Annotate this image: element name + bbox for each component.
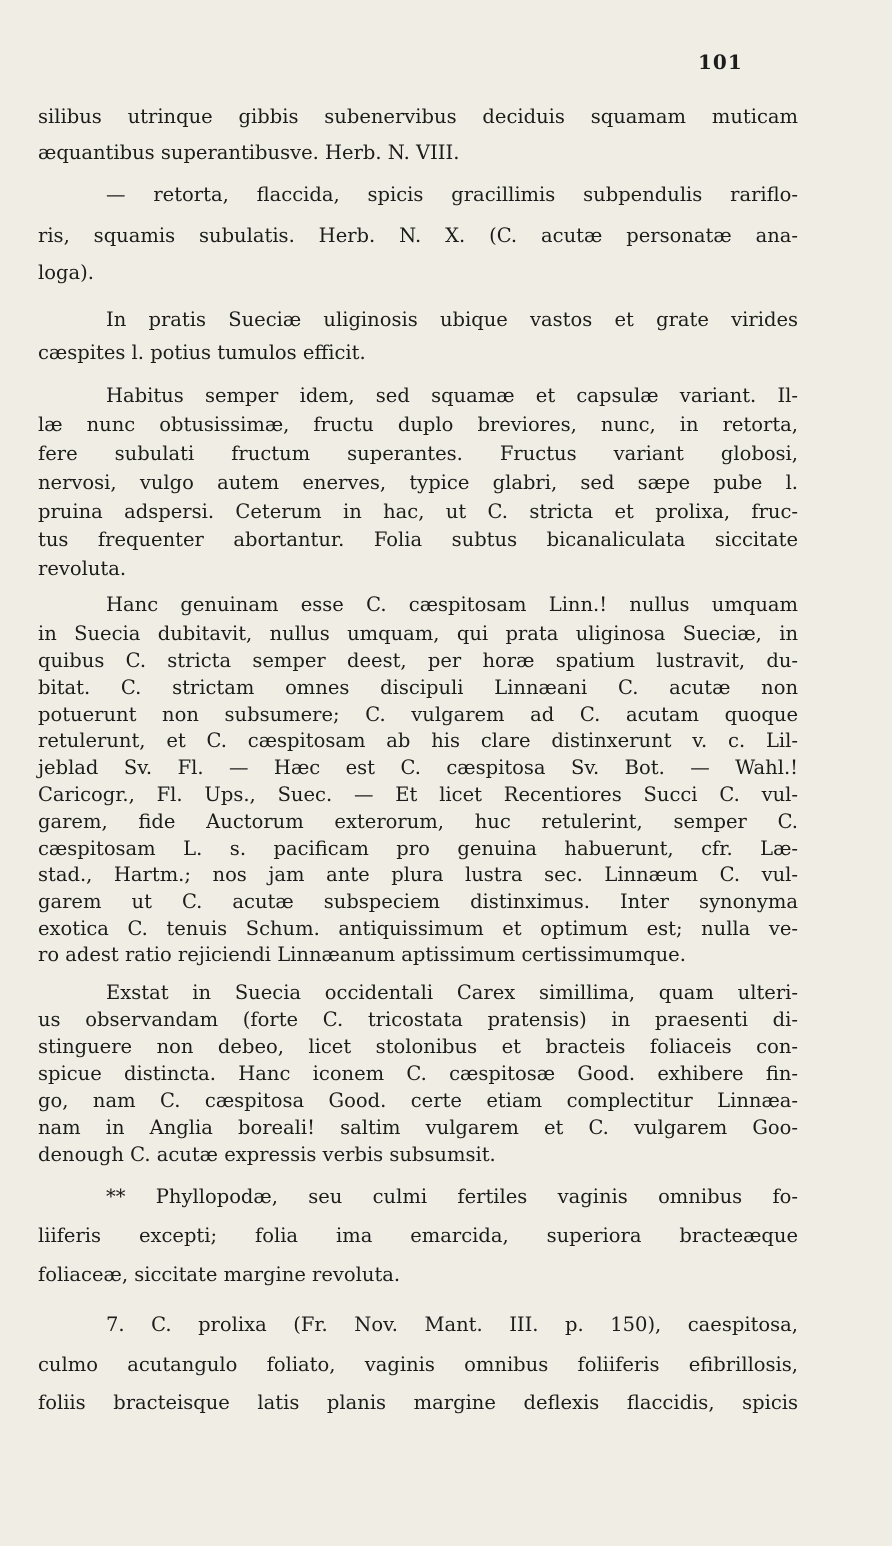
text-line: pruina adspersi. Ceterum in hac, ut C. stricta et prolixa, fruc- [38, 500, 798, 523]
text-line: ** Phyllopodæ, seu culmi fertiles vaginis omnibus fo- [106, 1185, 798, 1208]
text-line: denough C. acutæ expressis verbis subsumsit. [38, 1143, 496, 1166]
page-number: 101 [698, 50, 743, 74]
text-line: quibus C. stricta semper deest, per horæ spatium lustravit, du- [38, 649, 798, 672]
text-line: — retorta, flaccida, spicis gracillimis subpendulis rariflo- [106, 183, 798, 206]
text-line: cæspites l. potius tumulos efficit. [38, 341, 366, 364]
text-line: culmo acutangulo foliato, vaginis omnibus foliiferis efibrillosis, [38, 1353, 798, 1376]
text-line: foliis bracteisque latis planis margine deflexis flaccidis, spicis [38, 1391, 798, 1414]
text-line: foliaceæ, siccitate margine revoluta. [38, 1263, 401, 1286]
text-line: liiferis excepti; folia ima emarcida, superiora bracteæque [38, 1224, 798, 1247]
text-line: Hanc genuinam esse C. cæspitosam Linn.! nullus umquam [106, 593, 798, 616]
text-line: loga). [38, 261, 94, 284]
text-line: revoluta. [38, 557, 127, 580]
text-line: 7. C. prolixa (Fr. Nov. Mant. III. p. 150), caespitosa, [106, 1313, 798, 1336]
text-line: garem ut C. acutæ subspeciem distinximus. Inter synonyma [38, 890, 798, 913]
text-line: go, nam C. cæspitosa Good. certe etiam complectitur Linnæa- [38, 1089, 798, 1112]
text-line: Caricogr., Fl. Ups., Suec. — Et licet Recentiores Succi C. vul- [38, 783, 798, 806]
text-line: æquantibus superantibusve. Herb. N. VIII. [38, 141, 460, 164]
text-line: ro adest ratio rejiciendi Linnæanum aptissimum certissimumque. [38, 943, 686, 966]
text-line: retulerunt, et C. cæspitosam ab his clare distinxerunt v. c. Lil- [38, 729, 798, 752]
text-line: potuerunt non subsumere; C. vulgarem ad C. acutam quoque [38, 703, 798, 726]
text-line: cæspitosam L. s. pacificam pro genuina habuerunt, cfr. Læ- [38, 837, 798, 860]
text-line: exotica C. tenuis Schum. antiquissimum et optimum est; nulla ve- [38, 917, 798, 940]
text-line: in Suecia dubitavit, nullus umquam, qui prata uliginosa Sueciæ, in [38, 622, 798, 645]
text-line: us observandam (forte C. tricostata pratensis) in praesenti di- [38, 1008, 798, 1031]
text-line: stinguere non debeo, licet stolonibus et bracteis foliaceis con- [38, 1035, 798, 1058]
text-line: spicue distincta. Hanc iconem C. cæspitosæ Good. exhibere fin- [38, 1062, 798, 1085]
text-line: silibus utrinque gibbis subenervibus deciduis squamam muticam [38, 105, 798, 128]
text-line: jeblad Sv. Fl. — Hæc est C. cæspitosa Sv. Bot. — Wahl.! [38, 756, 798, 779]
text-line: stad., Hartm.; nos jam ante plura lustra sec. Linnæum C. vul- [38, 863, 798, 886]
text-line: In pratis Sueciæ uliginosis ubique vastos et grate virides [106, 308, 798, 331]
text-line: tus frequenter abortantur. Folia subtus bicanaliculata siccitate [38, 528, 798, 551]
text-line: Habitus semper idem, sed squamæ et capsulæ variant. Il- [106, 384, 798, 407]
text-line: bitat. C. strictam omnes discipuli Linnæani C. acutæ non [38, 676, 798, 699]
text-line: garem, fide Auctorum exterorum, huc retulerint, semper C. [38, 810, 798, 833]
text-line: nam in Anglia boreali! saltim vulgarem et C. vulgarem Goo- [38, 1116, 798, 1139]
text-line: nervosi, vulgo autem enerves, typice glabri, sed sæpe pube l. [38, 471, 798, 494]
text-line: ris, squamis subulatis. Herb. N. X. (C. acutæ personatæ ana- [38, 224, 798, 247]
text-line: læ nunc obtusissimæ, fructu duplo breviores, nunc, in retorta, [38, 413, 798, 436]
text-line: Exstat in Suecia occidentali Carex simillima, quam ulteri- [106, 981, 798, 1004]
text-line: fere subulati fructum superantes. Fructus variant globosi, [38, 442, 798, 465]
